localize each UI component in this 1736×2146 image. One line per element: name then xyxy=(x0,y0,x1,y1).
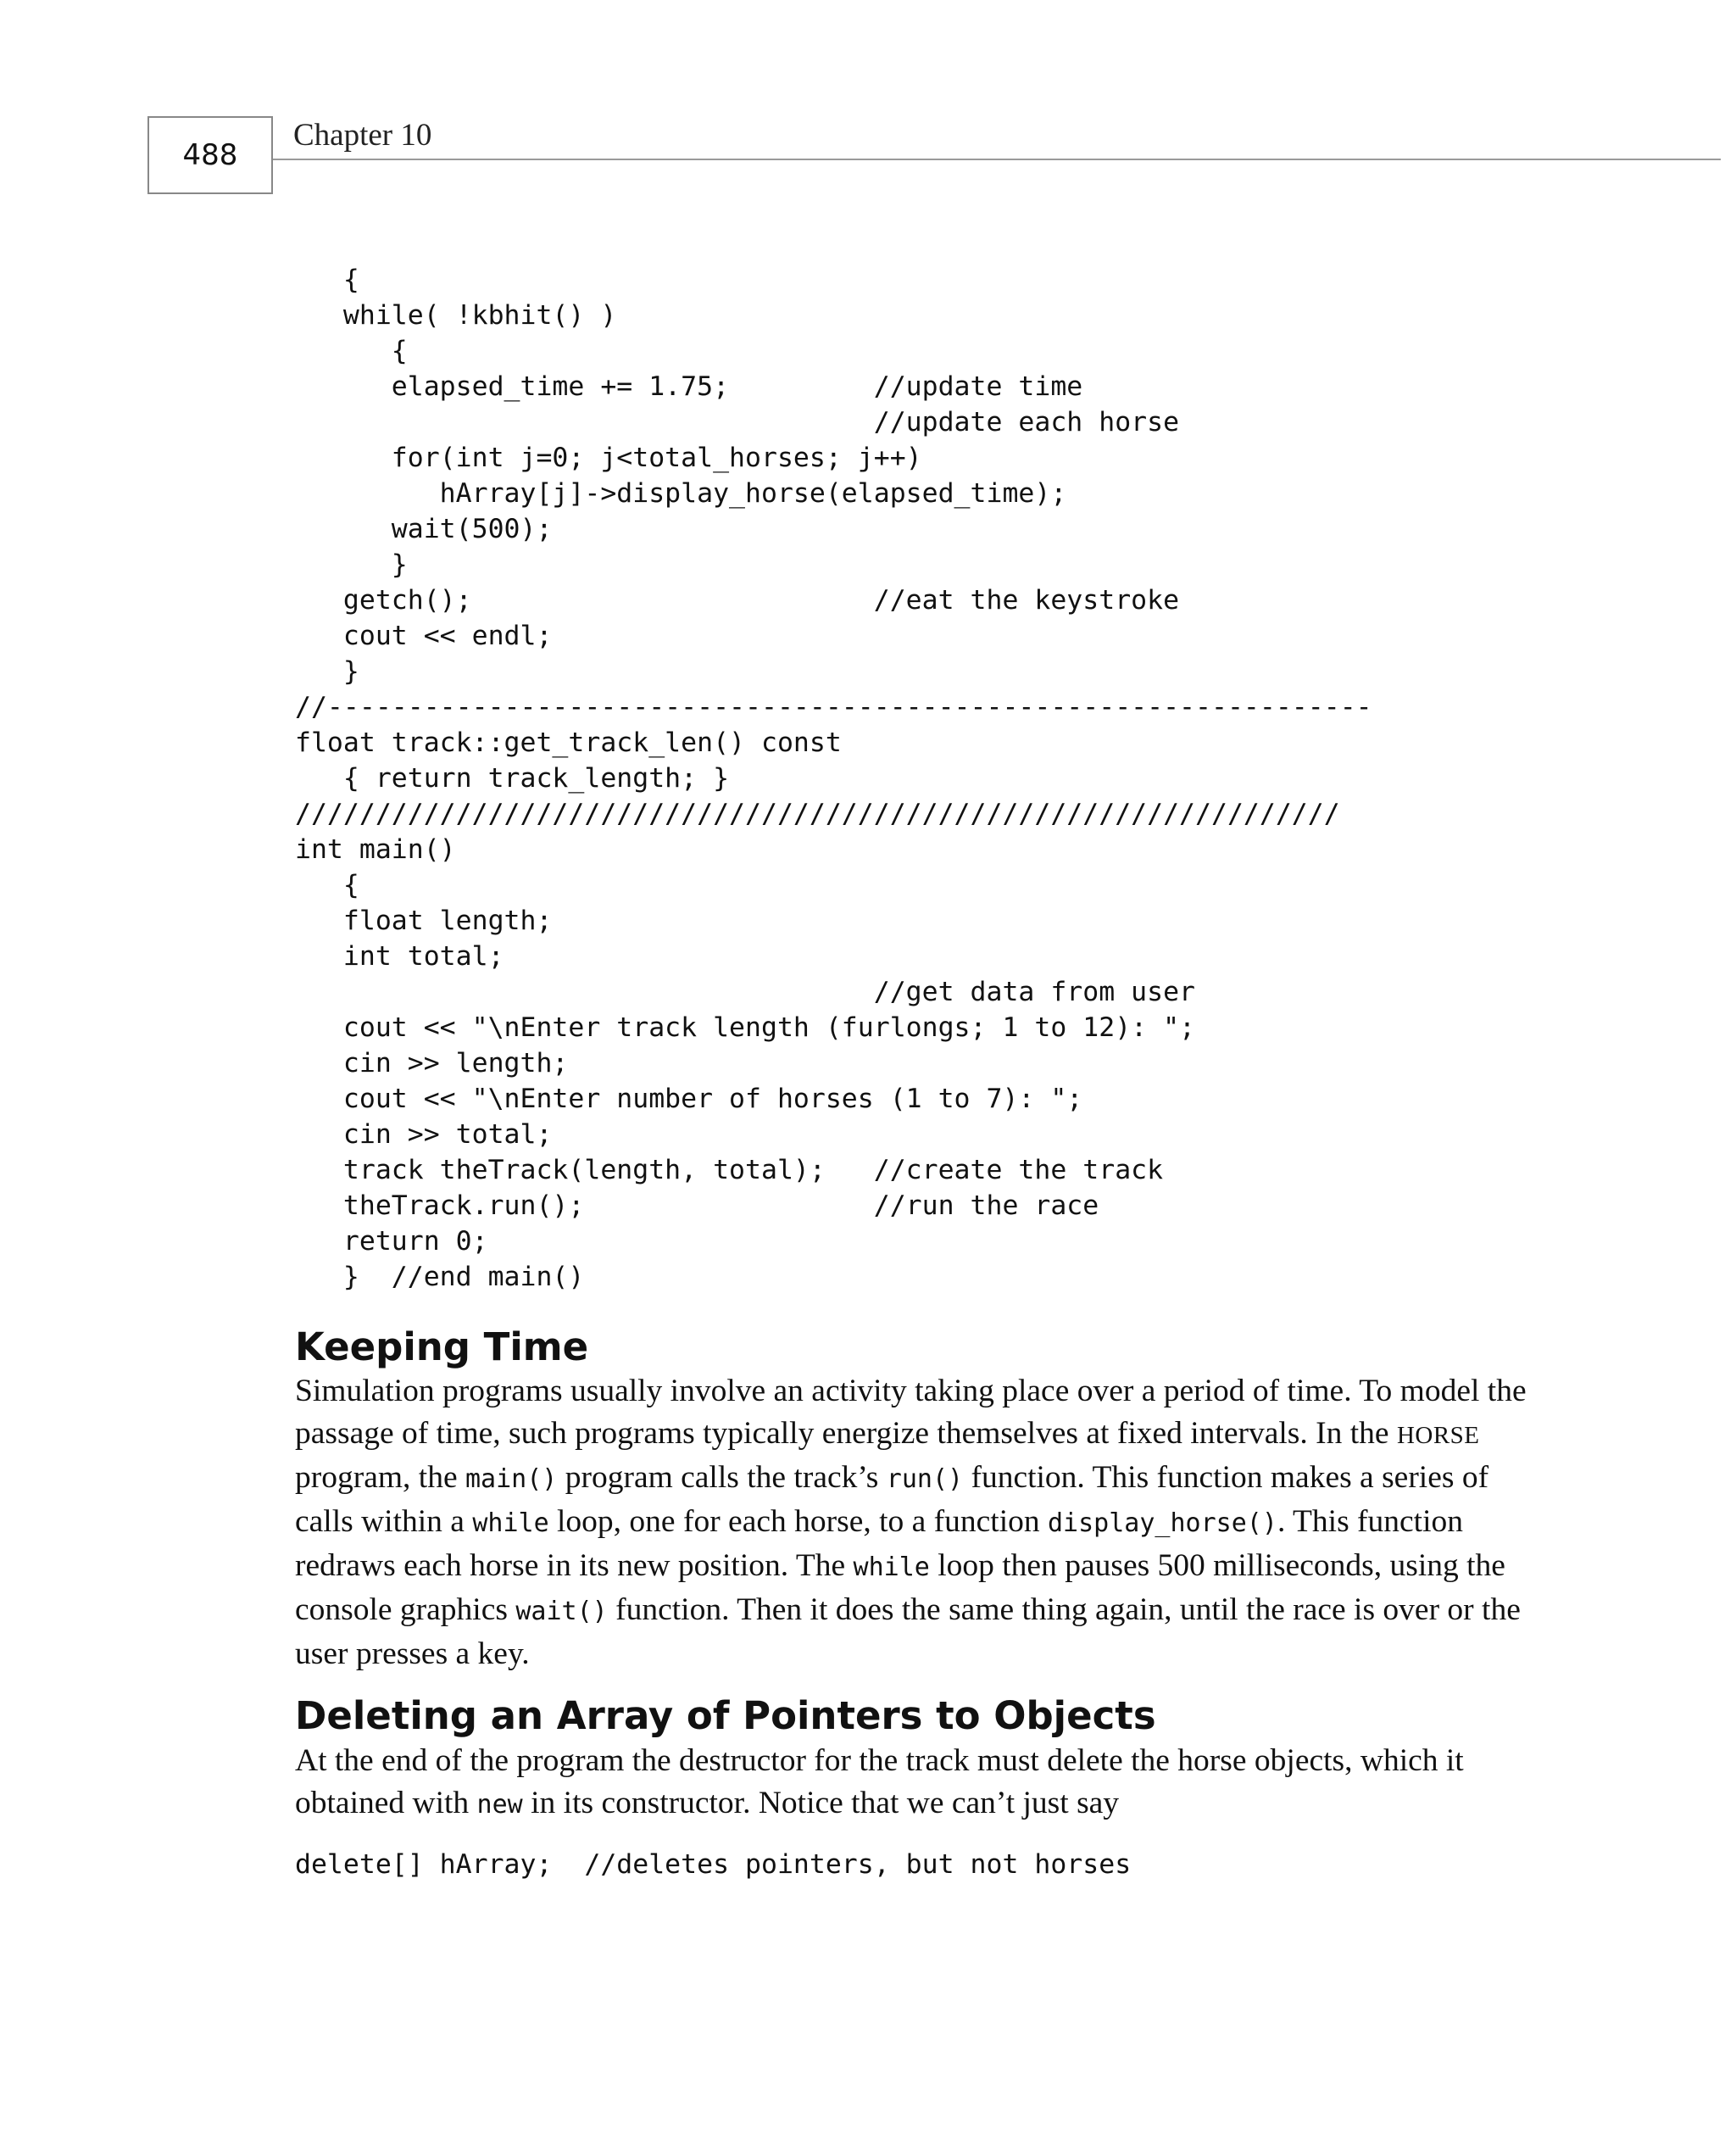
code-line: cout << "\nEnter number of horses (1 to 7): "; xyxy=(295,1084,1083,1114)
code-line: { xyxy=(295,336,408,366)
heading-keeping-time: Keeping Time xyxy=(295,1324,589,1369)
code-line: { xyxy=(295,265,359,295)
code-line: //update each horse xyxy=(295,407,1180,438)
code-line: return 0; xyxy=(295,1226,488,1257)
code-line: float length; xyxy=(295,906,553,936)
header-rule xyxy=(273,159,1721,160)
inline-code-display-horse: display_horse() xyxy=(1048,1508,1277,1538)
code-line: hArray[j]->display_horse(elapsed_time); xyxy=(295,478,1067,509)
code-line: int main() xyxy=(295,834,456,865)
code-line: getch(); //eat the keystroke xyxy=(295,585,1180,616)
code-line: //get data from user xyxy=(295,977,1196,1007)
paragraph-deleting-array: At the end of the program the destructor for the track must delete the horse objects, which it obtained with new in its constructor. Notice that we can’t just say xyxy=(295,1743,1464,1820)
code-line: track theTrack(length, total); //create the track xyxy=(295,1155,1164,1185)
code-line: cout << "\nEnter track length (furlongs; 1 to 12): "; xyxy=(295,1012,1196,1043)
code-line: while( !kbhit() ) xyxy=(295,300,617,331)
inline-code-while: while xyxy=(472,1508,549,1538)
code-delete-statement: delete[] hArray; //deletes pointers, but not horses xyxy=(295,1849,1132,1880)
code-line: } xyxy=(295,549,408,580)
inline-code-wait: wait() xyxy=(515,1597,608,1626)
inline-code-while: while xyxy=(853,1552,930,1582)
code-line: } xyxy=(295,656,359,687)
code-line: cout << endl; xyxy=(295,621,553,651)
code-line: //----------------------------------------------------------------- xyxy=(295,692,1372,722)
program-name-horse: HORSE xyxy=(1396,1422,1480,1449)
chapter-title: Chapter 10 xyxy=(293,118,432,153)
code-line: wait(500); xyxy=(295,514,553,544)
code-line: { return track_length; } xyxy=(295,763,730,794)
inline-code-new: new xyxy=(476,1790,523,1820)
code-line: float track::get_track_len() const xyxy=(295,727,842,758)
code-line: int total; xyxy=(295,941,504,972)
heading-deleting-array: Deleting an Array of Pointers to Objects xyxy=(295,1693,1156,1738)
paragraph-keeping-time: Simulation programs usually involve an activity taking place over a period of time. To model the passage of time, such programs typically energize themselves at fixed intervals. In the HORSE program, the main() program calls the track’s run() function. This function makes a series of calls within a while loop, one for each horse, to a function display_horse(). This function redraws each horse in its new position. The while loop then pauses 500 milliseconds, using the console graphics wait() function. Then it does the same thing again, until the race is over or the user presses a key. xyxy=(295,1374,1527,1671)
inline-code-main: main() xyxy=(465,1464,558,1494)
code-line: } //end main() xyxy=(295,1262,585,1292)
code-line: ///////////////////////////////////////////////////////////////// xyxy=(295,799,1340,829)
code-line: { xyxy=(295,870,359,900)
code-listing xyxy=(295,262,1372,1295)
page-number: 488 xyxy=(147,116,273,194)
code-line: cin >> length; xyxy=(295,1048,569,1079)
code-line: theTrack.run(); //run the race xyxy=(295,1190,1099,1221)
code-line: cin >> total; xyxy=(295,1119,553,1150)
code-line: for(int j=0; j<total_horses; j++) xyxy=(295,443,922,473)
code-line: elapsed_time += 1.75; //update time xyxy=(295,371,1083,402)
inline-code-run: run() xyxy=(886,1464,964,1494)
